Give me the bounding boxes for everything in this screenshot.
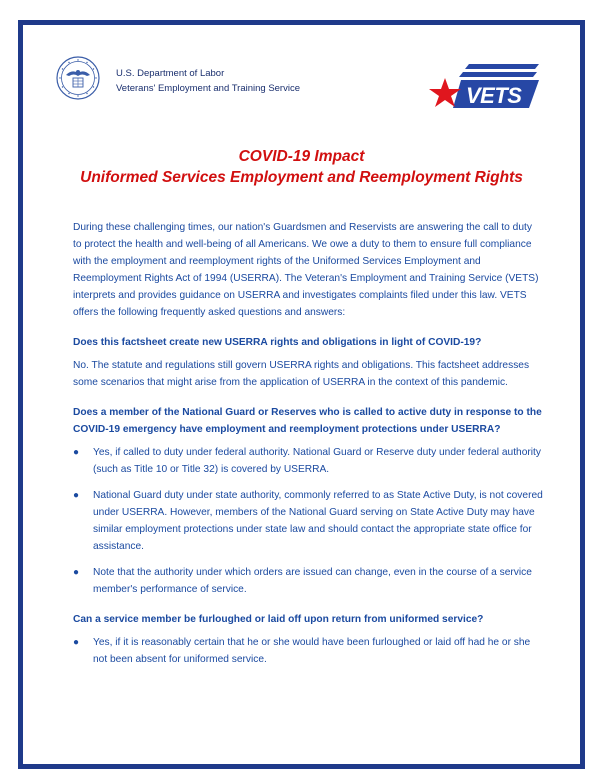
department-name xyxy=(116,66,300,96)
faq-question-3: Can a service member be furloughed or laid off upon return from uniformed service? xyxy=(73,614,484,625)
department-line-1: U.S. Department of Labor xyxy=(116,68,225,79)
title-line-2: Uniformed Services Employment and Reemployment Rights xyxy=(80,169,523,186)
vets-logo-text: VETS xyxy=(466,83,522,108)
document-title xyxy=(40,147,563,189)
bullet-text: National Guard duty under state authority, commonly referred to as State Active Duty, is not covered under USERRA. However, members of the National Guard serving on State Active Duty may have similar employment protections under state law and should contact the appropriate state office for assistance. xyxy=(93,490,543,552)
faq-answer-1: No. The statute and regulations still govern USERRA rights and obligations. This factsheet addresses some scenarios that might arise from the application of USERRA in the context of this pandemic. xyxy=(73,360,530,388)
faq-answer-3-list xyxy=(73,634,543,668)
faq-answer-2-list xyxy=(73,444,543,598)
faq-question-2: Does a member of the National Guard or Reserves who is called to active duty in response to the COVID-19 emergency have employment and reemployment protections under USERRA? xyxy=(73,407,542,435)
bullet-dot-icon: ● xyxy=(73,447,80,458)
bullet-text: Yes, if called to duty under federal authority. National Guard or Reserve duty under federal authority (such as Title 10 or Title 32) is covered by USERRA. xyxy=(93,447,541,475)
list-item xyxy=(73,564,543,598)
faq-question-1: Does this factsheet create new USERRA rights and obligations in light of COVID-19? xyxy=(73,337,482,348)
document-body xyxy=(73,219,543,681)
bullet-text: Yes, if it is reasonably certain that he or she would have been furloughed or laid off had he or she not been absent for uniformed service. xyxy=(93,637,531,665)
bullet-dot-icon: ● xyxy=(73,637,80,648)
list-item xyxy=(73,487,543,555)
bullet-text: Note that the authority under which orders are issued can change, even in the course of a service member's performance of service. xyxy=(93,567,532,595)
title-line-1: COVID-19 Impact xyxy=(238,148,365,165)
dol-seal-icon xyxy=(56,56,100,100)
department-line-2: Veterans' Employment and Training Service xyxy=(116,83,300,94)
intro-paragraph: During these challenging times, our nation's Guardsmen and Reservists are answering the call to duty to protect the health and well-being of all Americans. We owe a duty to them to ensure full compliance with the employment and reemployment rights of the Uniformed Services Employment and Reemployment Rights Act of 1994 (USERRA). The Veteran's Employment and Training Service (VETS) interprets and provides guidance on USERRA and investigates complaints filed under this law. VETS offers the following frequently asked questions and answers: xyxy=(73,222,539,318)
list-item xyxy=(73,634,543,668)
list-item xyxy=(73,444,543,478)
bullet-dot-icon: ● xyxy=(73,567,80,578)
bullet-dot-icon: ● xyxy=(73,490,80,501)
page-header xyxy=(44,38,564,118)
